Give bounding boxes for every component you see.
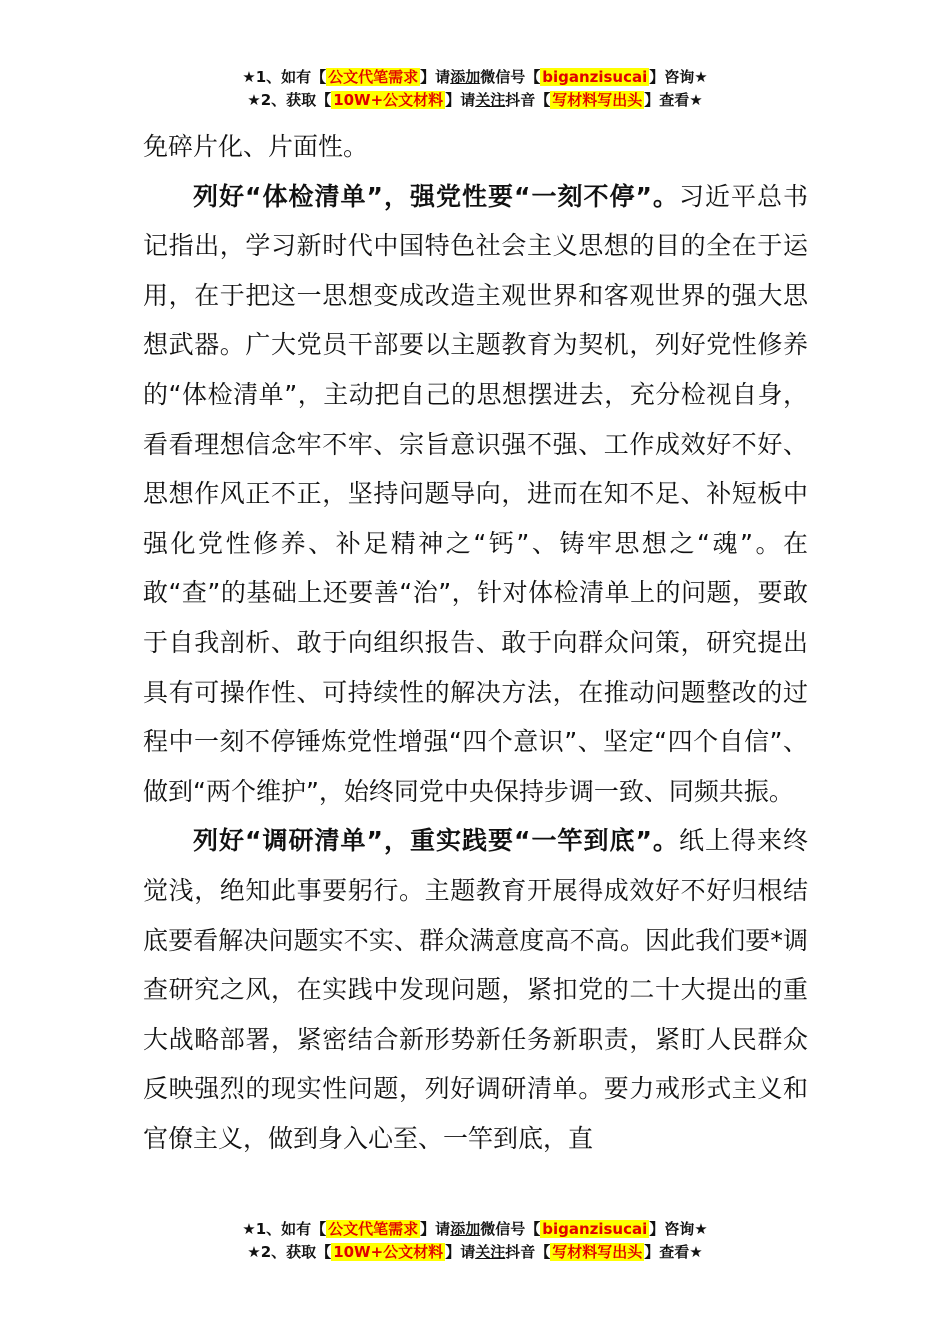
banner-line-1: ★1、如有【 公文代笔需求 】请添加微信号【 biganzisucai 】咨询★ <box>242 1220 708 1238</box>
paragraph-text: 习近平总书记指出，学习新时代中国特色社会主义思想的目的全在于运用，在于把这一思想变成改造主观世界和客观世界的强大思想武器。广大党员干部要以主题教育为契机，列好党性修养的“体检清单”，主动把自己的思想摆进去，充分检视自身，看看理想信念牢不牢、宗旨意识强不强、工作成效好不好、思想作风正不正，坚持问题导向，进而在知不足、补短板中强化党性修养、补足精神之“钙”、铸牢思想之“魂”。在敢“查”的基础上还要善“治”，针对体检清单上的问题，要敢于自我剖析、敢于向组织报告、敢于向群众问策，研究提出具有可操作性、可持续性的解决方法，在推动问题整改的过程中一刻不停锤炼党性增强“四个意识”、坚定“四个自信”、做到“两个维护”，始终同党中央保持步调一致、同频共振。 <box>143 181 808 806</box>
highlight-douyin-account: 写材料写出头 <box>552 91 643 109</box>
paragraph-text: 纸上得来终觉浅，绝知此事要躬行。主题教育开展得成效好不好归根结底要看解决问题实不实、群众满意度高不高。因此我们要*调查研究之风，在实践中发现问题，紧扣党的二十大提出的重大战略部署，紧密结合新形势新任务新职责，紧盯人民群众反映强烈的现实性问题，列好调研清单。要力戒形式主义和官僚主义，做到身入心至、一竿到底，直 <box>143 826 808 1153</box>
highlight-wechat-id: biganzisucai <box>542 1220 648 1238</box>
banner-line-2: ★2、获取【 10W+公文材料 】请关注抖音【 写材料写出头 】查看★ <box>247 91 703 109</box>
highlight-service: 公文代笔需求 <box>328 68 419 86</box>
header-banner <box>0 66 950 112</box>
paragraph-heading: 列好“体检清单”，强党性要“一刻不停”。 <box>193 181 679 211</box>
highlight-materials: 10W+公文材料 <box>333 1243 444 1261</box>
banner-line-1: ★1、如有【 公文代笔需求 】请添加微信号【 biganzisucai 】咨询★ <box>242 68 708 86</box>
banner-line-2: ★2、获取【 10W+公文材料 】请关注抖音【 写材料写出头 】查看★ <box>247 1243 703 1261</box>
highlight-douyin-account: 写材料写出头 <box>552 1243 643 1261</box>
paragraph-checkup-list <box>143 172 808 817</box>
underlined-add: 添加 <box>450 68 481 86</box>
paragraph-continuation: 免碎片化、片面性。 <box>143 132 369 161</box>
highlight-service: 公文代笔需求 <box>328 1220 419 1238</box>
underlined-follow: 关注 <box>475 91 506 109</box>
paragraph-heading: 列好“调研清单”，重实践要“一竿到底”。 <box>193 826 679 856</box>
highlight-wechat-id: biganzisucai <box>542 68 648 86</box>
underlined-add: 添加 <box>450 1220 481 1238</box>
highlight-materials: 10W+公文材料 <box>333 91 444 109</box>
underlined-follow: 关注 <box>475 1243 506 1261</box>
footer-banner <box>0 1218 950 1264</box>
document-body <box>143 122 808 1163</box>
paragraph-research-list <box>143 816 808 1163</box>
